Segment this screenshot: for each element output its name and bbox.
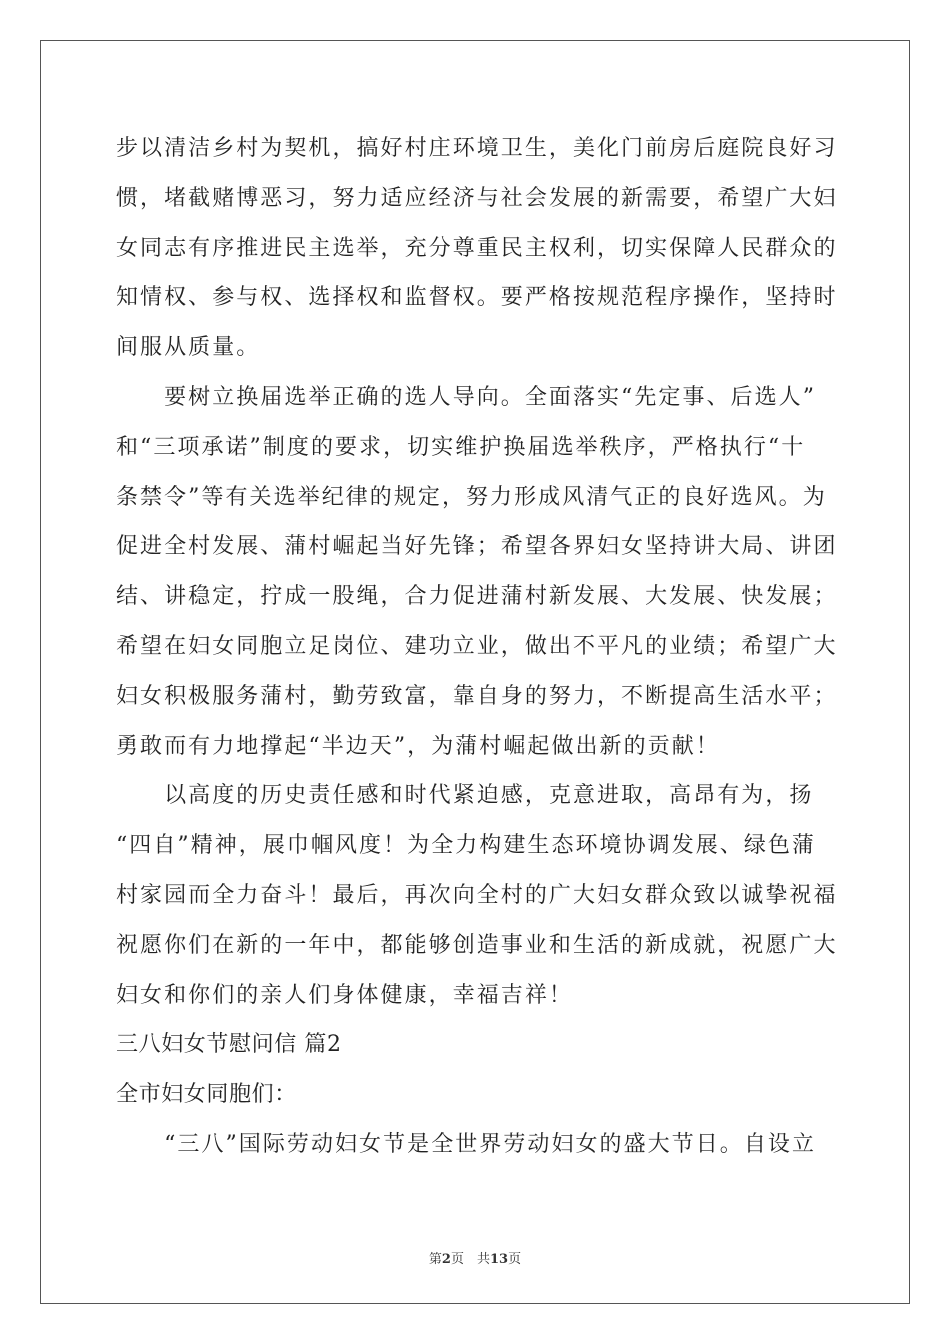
text-line: 步以清洁乡村为契机，搞好村庄环境卫生，美化门前房后庭院良好习 [116, 136, 838, 161]
footer-prefix: 第 [428, 1252, 442, 1267]
text-line: 女同志有序推进民主选举，充分尊重民主权利，切实保障人民群众的 [116, 235, 838, 261]
text-line: 促进全村发展、蒲村崛起当好先锋；希望各界妇女坚持讲大局、讲团 [116, 534, 838, 560]
text-line: 村家园而全力奋斗！最后，再次向全村的广大妇女群众致以诚挚祝福 [116, 882, 838, 908]
section-heading: 三八妇女节慰问信 篇2 [116, 1032, 342, 1058]
text-line: 以高度的历史责任感和时代紧迫感，克意进取，高昂有为，扬 [116, 783, 814, 809]
document-body [116, 124, 836, 1170]
text-line: 结、讲稳定，拧成一股绳，合力促进蒲村新发展、大发展、快发展； [116, 584, 838, 610]
text-line: 妇女和你们的亲人们身体健康，幸福吉祥！ [116, 982, 573, 1008]
footer-suffix: 页 [508, 1252, 522, 1267]
text-line: 惯，堵截赌博恶习，努力适应经济与社会发展的新需要，希望广大妇 [116, 185, 838, 211]
salutation: 全市妇女同胞们： [116, 1082, 297, 1108]
text-line: 知情权、参与权、选择权和监督权。要严格按规范程序操作，坚持时 [116, 285, 838, 311]
text-line: 希望在妇女同胞立足岗位、建功立业，做出不平凡的业绩；希望广大 [116, 633, 838, 659]
total-page-number: 13 [489, 1252, 509, 1267]
text-line: 要树立换届选举正确的选人导向。全面落实“先定事、后选人” [116, 384, 816, 410]
text-line: “三八”国际劳动妇女节是全世界劳动妇女的盛大节日。自设立 [116, 1131, 816, 1157]
text-line: 祝愿你们在新的一年中，都能够创造事业和生活的新成就，祝愿广大 [116, 932, 838, 958]
footer-mid: 页 共 [450, 1252, 490, 1267]
text-line: 条禁令”等有关选举纪律的规定，努力形成风清气正的良好选风。为 [116, 484, 827, 510]
page-footer [0, 1248, 950, 1267]
text-line: 和“三项承诺”制度的要求，切实维护换届选举秩序，严格执行“十 [116, 434, 806, 460]
text-line: 间服从质量。 [116, 335, 261, 361]
text-line: 妇女积极服务蒲村，勤劳致富，靠自身的努力，不断提高生活水平； [116, 683, 838, 709]
current-page-number: 2 [441, 1252, 451, 1267]
text-line: 勇敢而有力地撑起“半边天”，为蒲村崛起做出新的贡献！ [116, 733, 720, 759]
text-line: “四自”精神，展巾帼风度！为全力构建生态环境协调发展、绿色蒲 [116, 833, 816, 859]
